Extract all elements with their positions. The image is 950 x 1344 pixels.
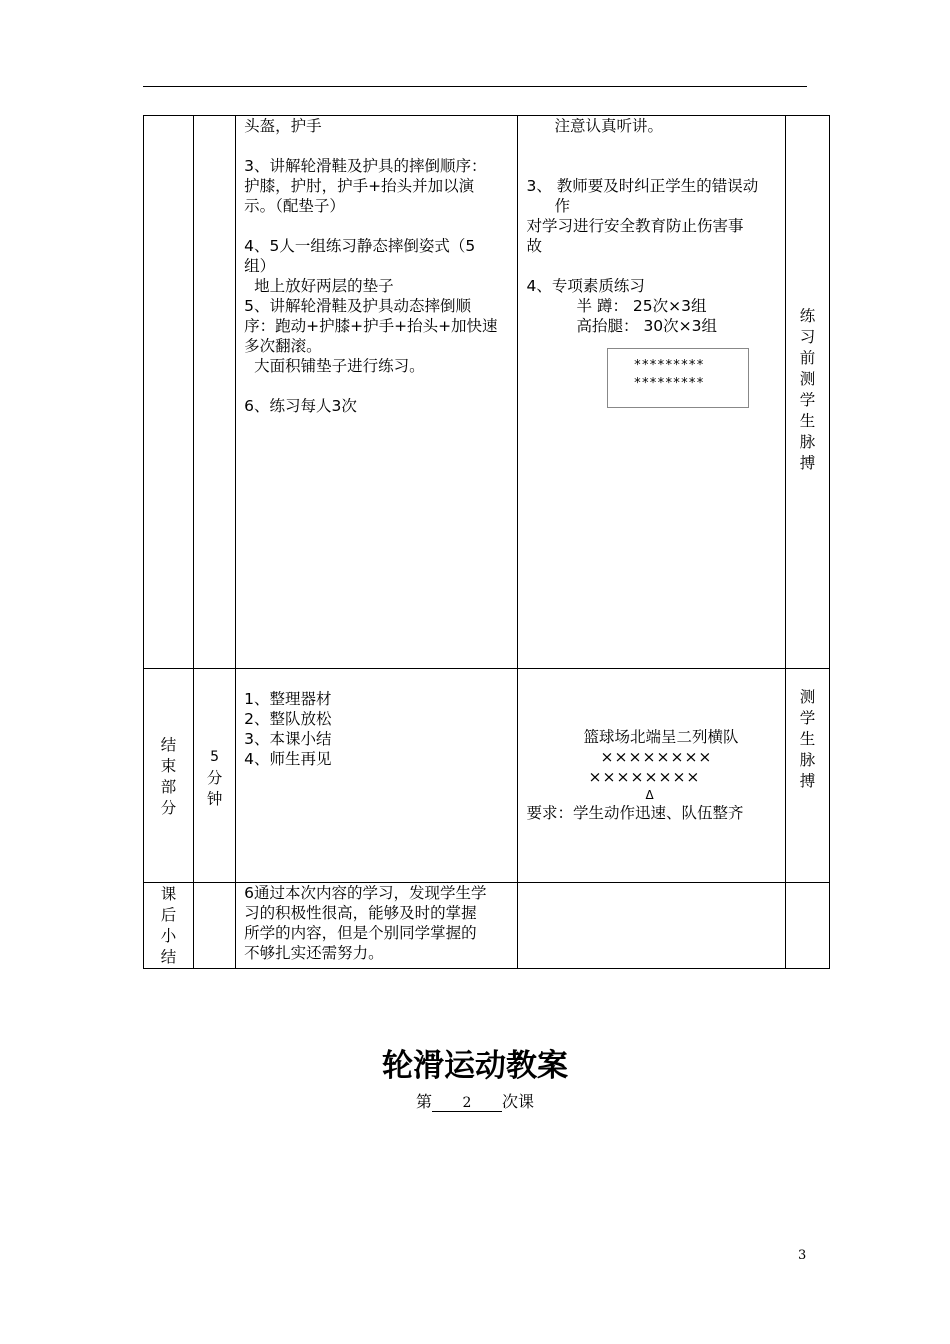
note-char: 学	[799, 709, 816, 727]
content-line: 6通过本次内容的学习，发现学生学	[244, 884, 487, 902]
content-line: 习的积极性很高，能够及时的掌握	[244, 904, 477, 922]
note-char: 脉	[799, 751, 816, 769]
section-char: 结	[160, 948, 177, 966]
formation-line: *********	[633, 358, 704, 373]
note-char: 脉	[799, 433, 816, 451]
time-cell	[194, 669, 236, 883]
note-char: 学	[799, 391, 816, 409]
lesson-suffix: 次课	[502, 1092, 535, 1111]
document-title: 轮滑运动教案	[382, 1048, 568, 1084]
note-char: 前	[799, 349, 816, 367]
organization-cell	[517, 116, 785, 669]
lesson-number: 2	[432, 1095, 502, 1112]
content-line: 序：跑动+护膝+护手+抬头+加快速	[244, 317, 498, 335]
section-char: 后	[160, 906, 177, 924]
org-line: ××××××××	[588, 768, 701, 786]
content-line: 地上放好两层的垫子	[254, 277, 394, 295]
org-line: 对学习进行安全教育防止伤害事	[526, 217, 744, 235]
section-char: 部	[160, 778, 177, 796]
lesson-prefix: 第	[415, 1092, 432, 1111]
note-cell	[785, 883, 829, 969]
note-char: 习	[799, 328, 816, 346]
section-char: 分	[160, 799, 177, 817]
note-char: 测	[799, 688, 816, 706]
content-line: 所学的内容，但是个别同学掌握的	[244, 924, 477, 942]
content-cell	[236, 116, 517, 669]
section-char: 课	[160, 885, 177, 903]
org-line: 篮球场北端呈二列横队	[583, 728, 739, 746]
content-line: 3、讲解轮滑鞋及护具的摔倒顺序：	[244, 157, 487, 175]
section-char: 结	[160, 736, 177, 754]
content-line: 多次翻滚。	[244, 337, 322, 355]
section-cell	[144, 883, 194, 969]
org-line: 注意认真听讲。	[554, 117, 664, 135]
content-line: 5、讲解轮滑鞋及护具动态摔倒顺	[244, 297, 471, 315]
content-line: 4、5人一组练习静态摔倒姿式（5	[244, 237, 476, 255]
org-line: 要求：学生动作迅速、队伍整齐	[526, 804, 744, 822]
content-line: 头盔，护手	[244, 117, 322, 135]
time-cell	[194, 883, 236, 969]
note-char: 测	[799, 370, 816, 388]
section-char: 小	[160, 927, 177, 945]
content-line: 护膝，护肘，护手+抬头并加以演	[244, 177, 475, 195]
formation-box	[607, 348, 749, 408]
note-char: 搏	[799, 454, 816, 472]
section-cell	[144, 116, 194, 669]
content-line: 6、练习每人3次	[244, 397, 357, 415]
org-line: 故	[526, 237, 543, 255]
note-cell	[785, 669, 829, 883]
note-char: 生	[799, 412, 816, 430]
content-line: 组）	[244, 257, 276, 275]
content-line: 4、师生再见	[244, 750, 332, 768]
formation-line: *********	[633, 376, 704, 391]
org-line: 半 蹲： 25次×3组	[576, 297, 707, 315]
org-line: 作	[554, 197, 571, 215]
content-line: 2、整队放松	[244, 710, 332, 728]
org-line: ××××××××	[600, 748, 713, 766]
table-row	[144, 669, 830, 883]
org-line: 高抬腿： 30次×3组	[576, 317, 718, 335]
table-row	[144, 883, 830, 969]
content-line: 大面积铺垫子进行练习。	[254, 357, 425, 375]
lesson-number-line	[0, 1089, 950, 1112]
time-char: 钟	[206, 790, 223, 808]
time-char: 分	[206, 769, 223, 787]
header-rule	[143, 86, 807, 87]
note-char: 搏	[799, 772, 816, 790]
content-line: 1、整理器材	[244, 690, 332, 708]
lesson-plan-table	[143, 115, 830, 969]
table-row	[144, 116, 830, 669]
note-char: 练	[799, 307, 816, 325]
content-cell	[236, 883, 517, 969]
time-cell	[194, 116, 236, 669]
section-char: 束	[160, 757, 177, 775]
org-line: 3、 教师要及时纠正学生的错误动	[526, 177, 759, 195]
organization-cell	[517, 883, 785, 969]
content-line: 不够扎实还需努力。	[244, 944, 384, 962]
content-line: 示。（配垫子）	[244, 197, 345, 215]
content-line: 3、本课小结	[244, 730, 332, 748]
note-char: 生	[799, 730, 816, 748]
org-line: Δ	[645, 788, 654, 802]
organization-cell	[517, 669, 785, 883]
page-number: 3	[798, 1248, 807, 1263]
time-char: 5	[210, 749, 220, 765]
section-cell	[144, 669, 194, 883]
note-cell	[785, 116, 829, 669]
content-cell	[236, 669, 517, 883]
org-line: 4、专项素质练习	[526, 277, 645, 295]
